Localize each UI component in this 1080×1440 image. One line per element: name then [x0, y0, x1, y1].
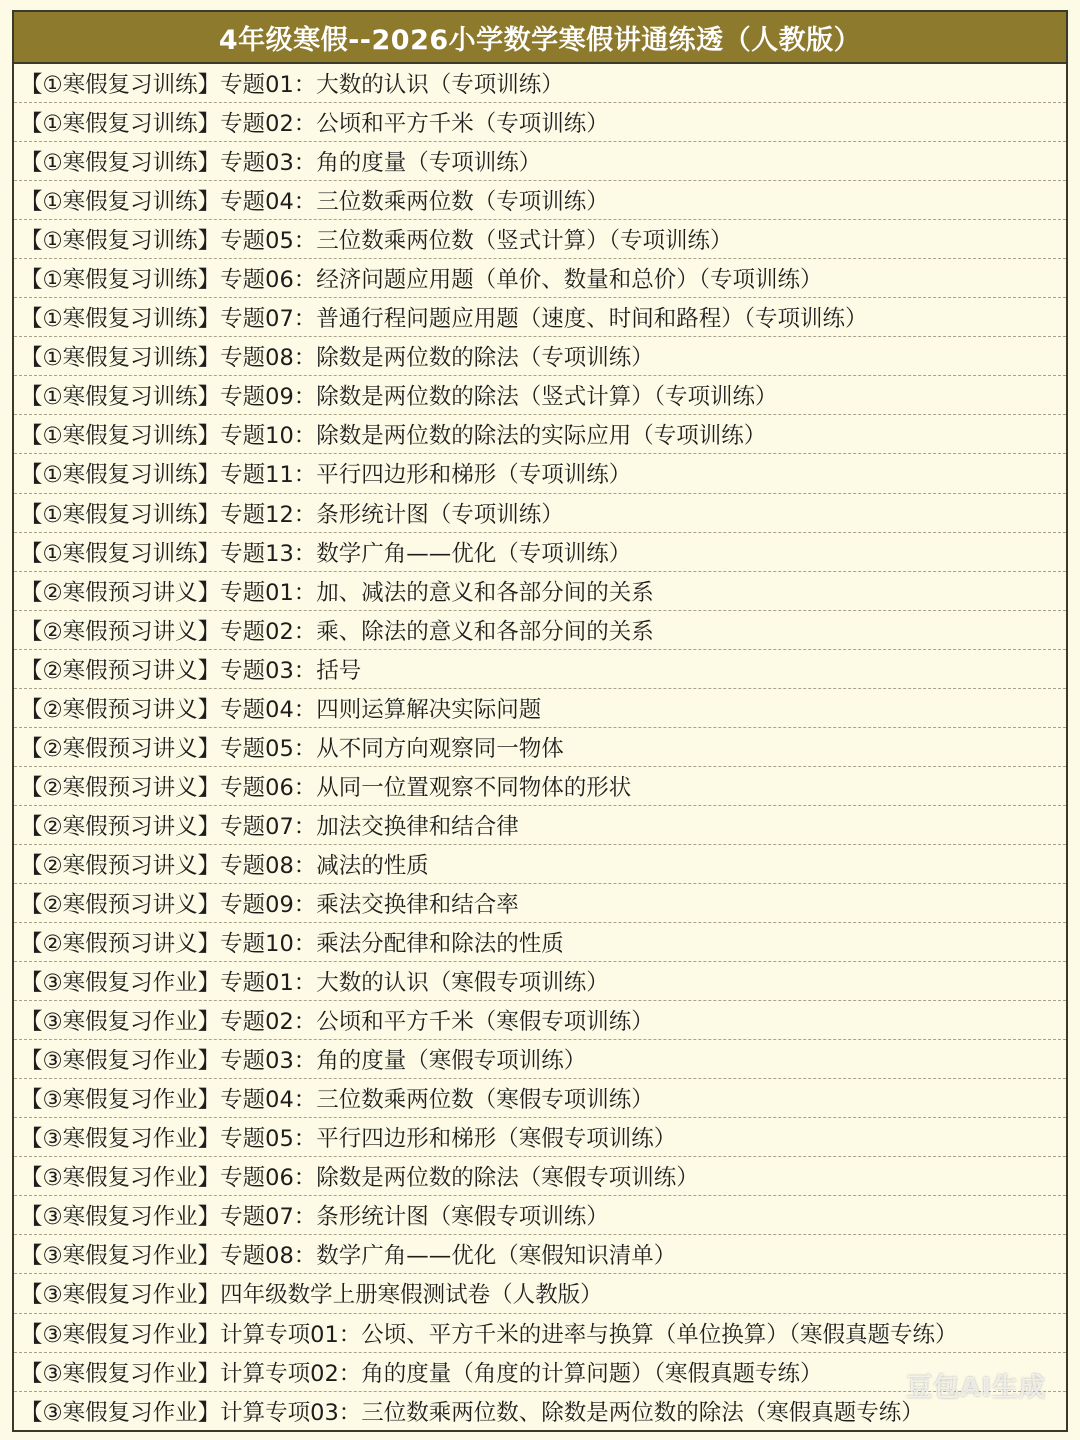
list-item: 【①寒假复习训练】专题09：除数是两位数的除法（竖式计算）（专项训练）: [14, 376, 1066, 415]
list-item: 【①寒假复习训练】专题08：除数是两位数的除法（专项训练）: [14, 337, 1066, 376]
list-item: 【①寒假复习训练】专题03：角的度量（专项训练）: [14, 142, 1066, 181]
list-item: 【①寒假复习训练】专题02：公顷和平方千米（专项训练）: [14, 103, 1066, 142]
list-item: 【③寒假复习作业】计算专项02：角的度量（角度的计算问题）（寒假真题专练）: [14, 1353, 1066, 1392]
list-item: 【②寒假预习讲义】专题09：乘法交换律和结合率: [14, 884, 1066, 923]
list-item: 【①寒假复习训练】专题13：数学广角——优化（专项训练）: [14, 533, 1066, 572]
list-item: 【②寒假预习讲义】专题03：括号: [14, 650, 1066, 689]
list-item: 【③寒假复习作业】专题05：平行四边形和梯形（寒假专项训练）: [14, 1118, 1066, 1157]
list-item: 【①寒假复习训练】专题01：大数的认识（专项训练）: [14, 64, 1066, 103]
list-item: 【③寒假复习作业】专题01：大数的认识（寒假专项训练）: [14, 962, 1066, 1001]
list-item: 【①寒假复习训练】专题04：三位数乘两位数（专项训练）: [14, 181, 1066, 220]
list-item: 【③寒假复习作业】专题08：数学广角——优化（寒假知识清单）: [14, 1235, 1066, 1274]
document-title: 4年级寒假--2026小学数学寒假讲通练透（人教版）: [14, 12, 1066, 64]
list-item: 【②寒假预习讲义】专题01：加、减法的意义和各部分间的关系: [14, 572, 1066, 611]
list-item: 【③寒假复习作业】专题07：条形统计图（寒假专项训练）: [14, 1196, 1066, 1235]
list-item: 【③寒假复习作业】专题03：角的度量（寒假专项训练）: [14, 1040, 1066, 1079]
list-item: 【③寒假复习作业】专题02：公顷和平方千米（寒假专项训练）: [14, 1001, 1066, 1040]
list-item: 【③寒假复习作业】计算专项03：三位数乘两位数、除数是两位数的除法（寒假真题专练）: [20, 1400, 924, 1427]
list-item: 【①寒假复习训练】专题12：条形统计图（专项训练）: [14, 494, 1066, 533]
list-item: 【①寒假复习训练】专题05：三位数乘两位数（竖式计算）（专项训练）: [14, 220, 1066, 259]
watermark: 豆包AI生成: [906, 1373, 1046, 1403]
list-item: 【③寒假复习作业】专题06：除数是两位数的除法（寒假专项训练）: [14, 1157, 1066, 1196]
list-item: 【②寒假预习讲义】专题08：减法的性质: [14, 845, 1066, 884]
list-item: 【②寒假预习讲义】专题07：加法交换律和结合律: [14, 806, 1066, 845]
list-item: 【①寒假复习训练】专题07：普通行程问题应用题（速度、时间和路程）（专项训练）: [14, 298, 1066, 337]
list-item: 【①寒假复习训练】专题11：平行四边形和梯形（专项训练）: [14, 454, 1066, 493]
list-item: 【①寒假复习训练】专题10：除数是两位数的除法的实际应用（专项训练）: [14, 415, 1066, 454]
list-item: 【②寒假预习讲义】专题02：乘、除法的意义和各部分间的关系: [14, 611, 1066, 650]
document-sheet: [12, 10, 1068, 1432]
list-item: 【①寒假复习训练】专题06：经济问题应用题（单价、数量和总价）（专项训练）: [14, 259, 1066, 298]
item-list: [14, 64, 1066, 1431]
list-item: 【②寒假预习讲义】专题06：从同一位置观察不同物体的形状: [14, 767, 1066, 806]
list-item: 【②寒假预习讲义】专题04：四则运算解决实际问题: [14, 689, 1066, 728]
list-item: 【③寒假复习作业】四年级数学上册寒假测试卷（人教版）: [14, 1274, 1066, 1313]
list-item: 【③寒假复习作业】计算专项01：公顷、平方千米的进率与换算（单位换算）（寒假真题专练）: [14, 1314, 1066, 1353]
list-item: 【②寒假预习讲义】专题05：从不同方向观察同一物体: [14, 728, 1066, 767]
list-item: 【③寒假复习作业】专题04：三位数乘两位数（寒假专项训练）: [14, 1079, 1066, 1118]
list-item: 【②寒假预习讲义】专题10：乘法分配律和除法的性质: [14, 923, 1066, 962]
